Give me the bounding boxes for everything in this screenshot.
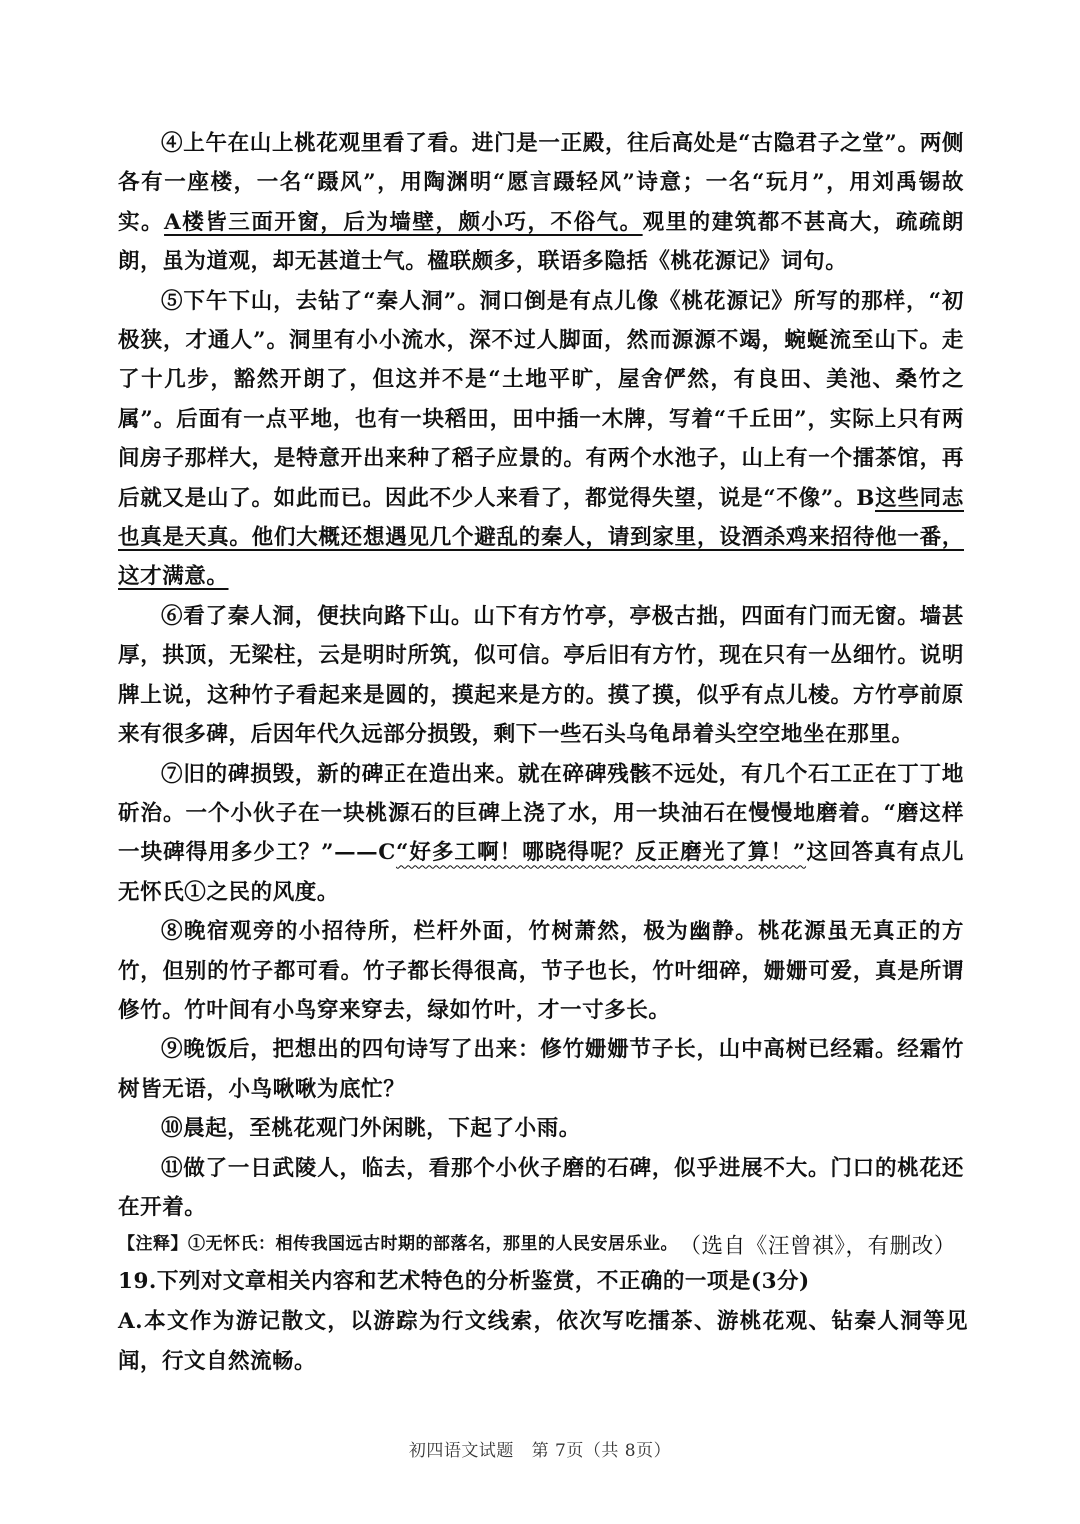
paragraph-8: ⑧晚宿观旁的小招待所，栏杆外面，竹树萧然，极为幽静。桃花源虽无真正的方竹，但别的竹子都可看。竹子都长得很高，节子也长，竹叶细碎，姗姗可爱，真是所谓修竹。竹叶间有小鸟穿来穿去，绿如竹叶，才一寸多长。 (118, 919, 964, 1023)
paragraph-4-text: ④上午在山上桃花观里看了看。进门是一正殿，往后高处是“古隐君子之堂”。两侧各有一座楼，一名“蹑风”，用陶渊明“愿言蹑轻风”诗意；一名“玩月”，用刘禹锡故实。 (118, 131, 964, 235)
paragraph-11: ⑪做了一日武陵人，临去，看那个小伙子磨的石碑，似乎进展不大。门口的桃花还在开着。 (118, 1155, 964, 1220)
page-footer (0, 1436, 1080, 1461)
paragraph-4-text-end: 观里的建筑都不甚高大，疏疏朗朗，虽为道观，却无甚道士气。楹联颇多，联语多隐括《桃花源记》词句。 (118, 209, 964, 275)
paragraph-5 (118, 282, 964, 597)
paragraph-6: ⑥看了秦人洞，便扶向路下山。山下有方竹亭，亭极古拙，四面有门而无窗。墙甚厚，拱顶，无梁柱，云是明时所筑，似可信。亭后旧有方竹，现在只有一丛细竹。说明牌上说，这种竹子看起来是圆的，摸起来是方的。摸了摸，似乎有点儿棱。方竹亭前原来有很多碑，后因年代久远部分损毁，剩下一些石头乌龟昂着头空空地坐在那里。 (118, 603, 964, 748)
paragraph-7 (118, 755, 964, 913)
source-citation: （选自《汪曾祺》，有删改） (679, 1234, 956, 1260)
paragraph-4 (118, 124, 964, 282)
footer-subject: 初四语文试题 (408, 1441, 514, 1461)
reading-passage (118, 124, 964, 1267)
underlined-sentence-a: A楼皆三面开窗，后为墙壁，颇小巧，不俗气。 (164, 209, 643, 235)
wavy-underlined-sentence-c: “好多工啊！哪晓得呢？反正磨光了算！” (395, 840, 807, 866)
paragraph-9: ⑨晚饭后，把想出的四句诗写了出来：修竹姗姗节子长，山中高树已经霜。经霜竹树皆无语，小鸟啾啾为底忙？ (118, 1037, 964, 1102)
question-19 (118, 1262, 968, 1382)
question-stem: 19.下列对文章相关内容和艺术特色的分析鉴赏，不正确的一项是(3分) (118, 1269, 810, 1294)
option-a: A.本文作为游记散文，以游踪为行文线索，依次写吃擂茶、游桃花观、钻秦人洞等见闻，行文自然流畅。 (118, 1309, 968, 1374)
paragraph-7-text: ⑦旧的碑损毁，新的碑正在造出来。就在碎碑残骸不远处，有几个石工正在丁丁地斫治。一个小伙子在一块桃源石的巨碑上浇了水，用一块油石在慢慢地磨着。“磨这样一块碑得用多少工？”——C (118, 761, 964, 866)
underlined-sentence-b: 这些同志也真是天真。他们大概还想遇见几个避乱的秦人，请到家里，设酒杀鸡来招待他一番，这才满意。 (118, 485, 964, 590)
paragraph-10: ⑩晨起，至桃花观门外闲眺，下起了小雨。 (161, 1116, 581, 1142)
sentence-b-label: B (856, 485, 875, 511)
footer-page-number: 第 7页（共 8页） (531, 1441, 672, 1461)
paragraph-5-text: ⑤下午下山，去钻了“秦人洞”。洞口倒是有点儿像《桃花源记》所写的那样，“初极狭，才通人”。洞里有小小流水，深不过人脚面，然而源源不竭，蜿蜒流至山下。走了十几步，豁然开朗了，但这并不是“土地平旷，屋舍俨然，有良田、美池、桑竹之属”。后面有一点平地，也有一块稻田，田中插一木牌，写着“千丘田”，实际上只有两间房子那样大，是特意开出来种了稻子应景的。有两个水池子，山上有一个擂茶馆，再后就又是山了。如此而已。因此不少人来看了，都觉得失望，说是“不像”。 (118, 288, 964, 511)
paragraph-7-text-end: 这回答真有点儿无怀氏①之民的风度。 (118, 840, 965, 905)
annotation-note: 【注释】①无怀氏：相传我国远古时期的部落名，那里的人民安居乐业。 (118, 1234, 678, 1254)
